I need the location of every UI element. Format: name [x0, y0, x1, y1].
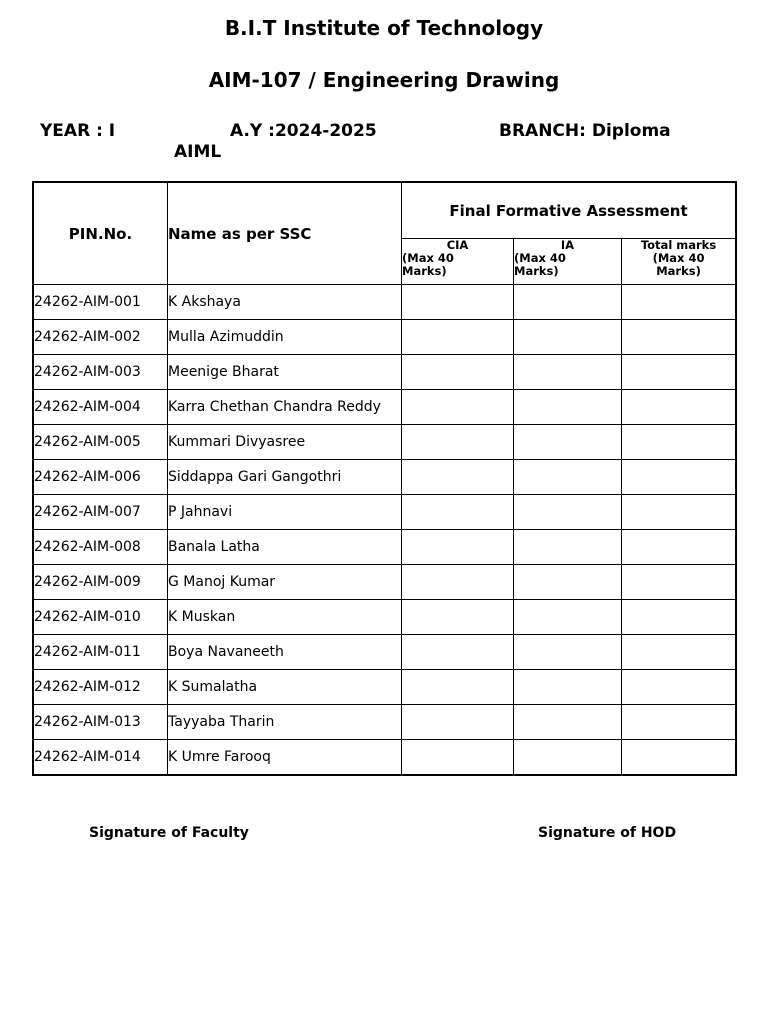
year-label: YEAR : I — [40, 121, 116, 141]
pin-cell: 24262-AIM-006 — [34, 460, 168, 495]
column-header-ia — [514, 239, 622, 285]
total-marks-cell — [622, 320, 736, 355]
table-row — [34, 355, 736, 390]
total-marks-cell — [622, 635, 736, 670]
student-name-cell: G Manoj Kumar — [168, 565, 402, 600]
total-marks-cell — [622, 565, 736, 600]
total-marks-cell — [622, 670, 736, 705]
student-name-cell: K Akshaya — [168, 285, 402, 320]
total-marks-cell — [622, 285, 736, 320]
table-row — [34, 460, 736, 495]
ia-marks-cell — [514, 740, 622, 775]
table-row — [34, 425, 736, 460]
student-name-cell: P Jahnavi — [168, 495, 402, 530]
student-name-cell: Banala Latha — [168, 530, 402, 565]
subject-title: AIM-107 / Engineering Drawing — [208, 68, 560, 92]
student-name-cell: Kummari Divyasree — [168, 425, 402, 460]
ia-marks-cell — [514, 390, 622, 425]
cia-marks-cell — [402, 740, 514, 775]
ia-marks-cell — [514, 495, 622, 530]
table-row — [34, 495, 736, 530]
student-name-cell: K Sumalatha — [168, 670, 402, 705]
column-header-total-detail: (Max 40 Marks) — [652, 251, 705, 278]
pin-cell: 24262-AIM-008 — [34, 530, 168, 565]
student-name-cell: Karra Chethan Chandra Reddy — [168, 390, 402, 425]
pin-cell: 24262-AIM-003 — [34, 355, 168, 390]
pin-cell: 24262-AIM-001 — [34, 285, 168, 320]
total-marks-cell — [622, 390, 736, 425]
total-marks-cell — [622, 530, 736, 565]
column-header-pin: PIN.No. — [34, 183, 168, 285]
branch-label: BRANCH: Diploma — [499, 121, 671, 141]
total-marks-cell — [622, 600, 736, 635]
pin-cell: 24262-AIM-010 — [34, 600, 168, 635]
table-row — [34, 670, 736, 705]
ia-marks-cell — [514, 355, 622, 390]
cia-marks-cell — [402, 320, 514, 355]
table-row — [34, 600, 736, 635]
column-group-header-final-formative-assessment: Final Formative Assessment — [402, 183, 736, 239]
student-name-cell: Tayyaba Tharin — [168, 705, 402, 740]
total-marks-cell — [622, 740, 736, 775]
column-header-cia — [402, 239, 514, 285]
column-header-ia-title: IA — [560, 238, 575, 252]
ia-marks-cell — [514, 530, 622, 565]
pin-cell: 24262-AIM-014 — [34, 740, 168, 775]
cia-marks-cell — [402, 495, 514, 530]
ia-marks-cell — [514, 705, 622, 740]
cia-marks-cell — [402, 355, 514, 390]
table-row — [34, 740, 736, 775]
student-name-cell: Siddappa Gari Gangothri — [168, 460, 402, 495]
branch-label-continued: AIML — [174, 142, 222, 162]
total-marks-cell — [622, 705, 736, 740]
hod-signature-label: Signature of HOD — [538, 825, 677, 841]
total-marks-cell — [622, 355, 736, 390]
column-header-total — [622, 239, 736, 285]
total-marks-cell — [622, 495, 736, 530]
cia-marks-cell — [402, 530, 514, 565]
cia-marks-cell — [402, 390, 514, 425]
column-header-total-title: Total marks — [640, 238, 717, 252]
cia-marks-cell — [402, 425, 514, 460]
student-name-cell: Boya Navaneeth — [168, 635, 402, 670]
cia-marks-cell — [402, 670, 514, 705]
column-header-cia-detail: (Max 40 Marks) — [402, 251, 454, 278]
ia-marks-cell — [514, 565, 622, 600]
ia-marks-cell — [514, 635, 622, 670]
table-row — [34, 565, 736, 600]
academic-year-label: A.Y :2024-2025 — [230, 121, 377, 141]
ia-marks-cell — [514, 670, 622, 705]
student-name-cell: K Muskan — [168, 600, 402, 635]
table-row — [34, 320, 736, 355]
institute-title: B.I.T Institute of Technology — [224, 16, 544, 40]
cia-marks-cell — [402, 565, 514, 600]
cia-marks-cell — [402, 705, 514, 740]
pin-cell: 24262-AIM-005 — [34, 425, 168, 460]
cia-marks-cell — [402, 460, 514, 495]
table-row — [34, 635, 736, 670]
table-row — [34, 390, 736, 425]
ia-marks-cell — [514, 320, 622, 355]
cia-marks-cell — [402, 285, 514, 320]
student-name-cell: Meenige Bharat — [168, 355, 402, 390]
column-header-cia-title: CIA — [446, 238, 469, 252]
ia-marks-cell — [514, 285, 622, 320]
pin-cell: 24262-AIM-009 — [34, 565, 168, 600]
column-header-ia-detail: (Max 40 Marks) — [514, 251, 566, 278]
faculty-signature-label: Signature of Faculty — [89, 825, 249, 841]
total-marks-cell — [622, 460, 736, 495]
table-row — [34, 705, 736, 740]
pin-cell: 24262-AIM-002 — [34, 320, 168, 355]
pin-cell: 24262-AIM-007 — [34, 495, 168, 530]
student-name-cell: Mulla Azimuddin — [168, 320, 402, 355]
ia-marks-cell — [514, 460, 622, 495]
ia-marks-cell — [514, 600, 622, 635]
table-row — [34, 530, 736, 565]
table-row — [34, 285, 736, 320]
pin-cell: 24262-AIM-004 — [34, 390, 168, 425]
student-name-cell: K Umre Farooq — [168, 740, 402, 775]
column-header-name: Name as per SSC — [168, 183, 402, 285]
pin-cell: 24262-AIM-013 — [34, 705, 168, 740]
ia-marks-cell — [514, 425, 622, 460]
total-marks-cell — [622, 425, 736, 460]
cia-marks-cell — [402, 635, 514, 670]
pin-cell: 24262-AIM-012 — [34, 670, 168, 705]
cia-marks-cell — [402, 600, 514, 635]
pin-cell: 24262-AIM-011 — [34, 635, 168, 670]
assessment-table — [33, 182, 736, 775]
